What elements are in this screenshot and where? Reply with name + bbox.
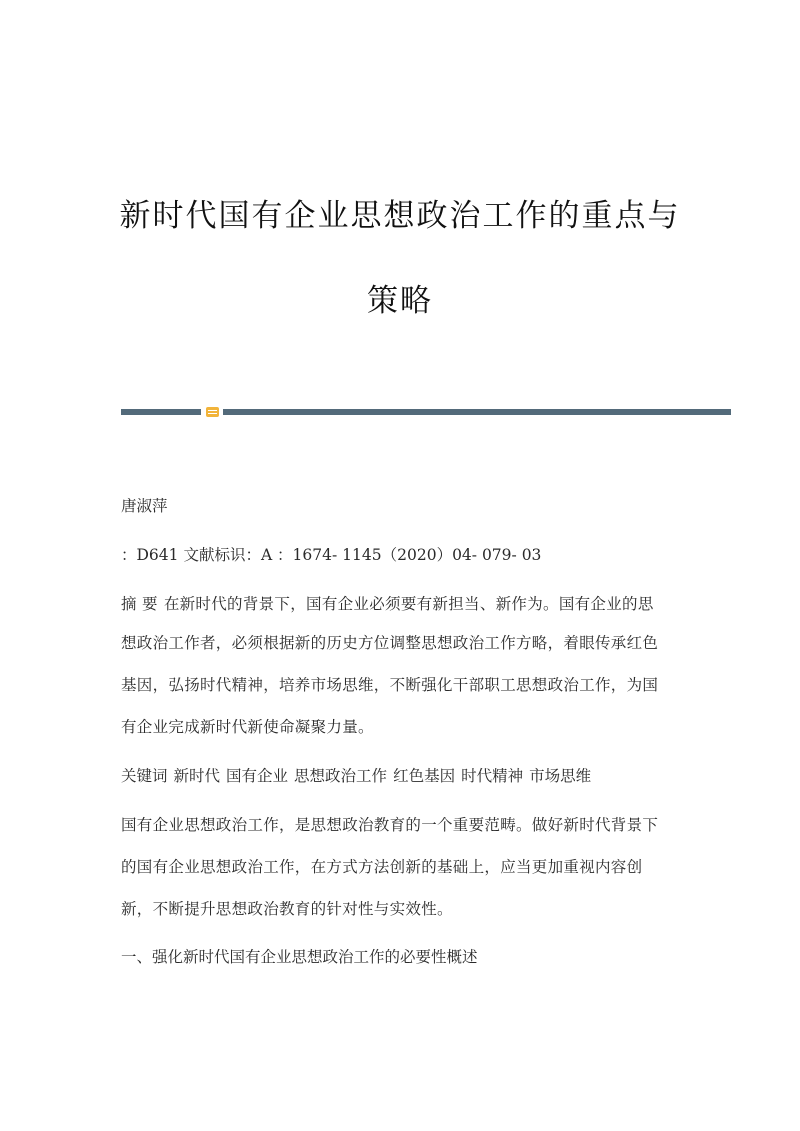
- keyword: 市场思维: [529, 767, 592, 785]
- abstract-line-3: 基因，弘扬时代精神，培养市场思维，不断强化干部职工思想政治工作，为国: [121, 676, 659, 694]
- body-line-1: 国有企业思想政治工作，是思想政治教育的一个重要范畴。做好新时代背景下: [121, 816, 659, 834]
- title-divider: [121, 408, 731, 416]
- keyword: 时代精神: [461, 767, 524, 785]
- title-line-1: 新时代国有企业思想政治工作的重点与: [119, 198, 681, 234]
- keywords-label: 关键词: [121, 767, 168, 785]
- keyword: 思想政治工作: [294, 767, 388, 785]
- abstract-text: 在新时代的背景下，国有企业必须要有新担当、新作为。国有企业的思: [163, 595, 654, 613]
- title-line-2: 策略: [367, 283, 433, 319]
- section-heading: 一、强化新时代国有企业思想政治工作的必要性概述: [121, 948, 478, 966]
- keyword: 新时代: [173, 767, 221, 785]
- abstract-line-1: [121, 592, 654, 614]
- author-name: 唐淑萍: [121, 497, 168, 515]
- document-badge-icon: [206, 407, 219, 417]
- body-line-2: 的国有企业思想政治工作，在方式方法创新的基础上，应当更加重视内容创: [121, 858, 643, 876]
- classification-line: ：D641 文献标识：A ：1674- 1145（2020）04- 079- 03: [121, 546, 542, 564]
- abstract-line-2: 想政治工作者，必须根据新的历史方位调整思想政治工作方略，着眼传承红色: [121, 634, 659, 652]
- divider-right-segment: [223, 409, 731, 415]
- keywords-line: [121, 764, 591, 786]
- divider-left-segment: [121, 409, 201, 415]
- abstract-line-4: 有企业完成新时代新使命凝聚力量。: [121, 718, 374, 736]
- abstract-label: 摘 要: [121, 595, 158, 613]
- keyword: 红色基因: [393, 767, 456, 785]
- keyword: 国有企业: [226, 767, 289, 785]
- body-line-3: 新，不断提升思想政治教育的针对性与实效性。: [121, 900, 453, 918]
